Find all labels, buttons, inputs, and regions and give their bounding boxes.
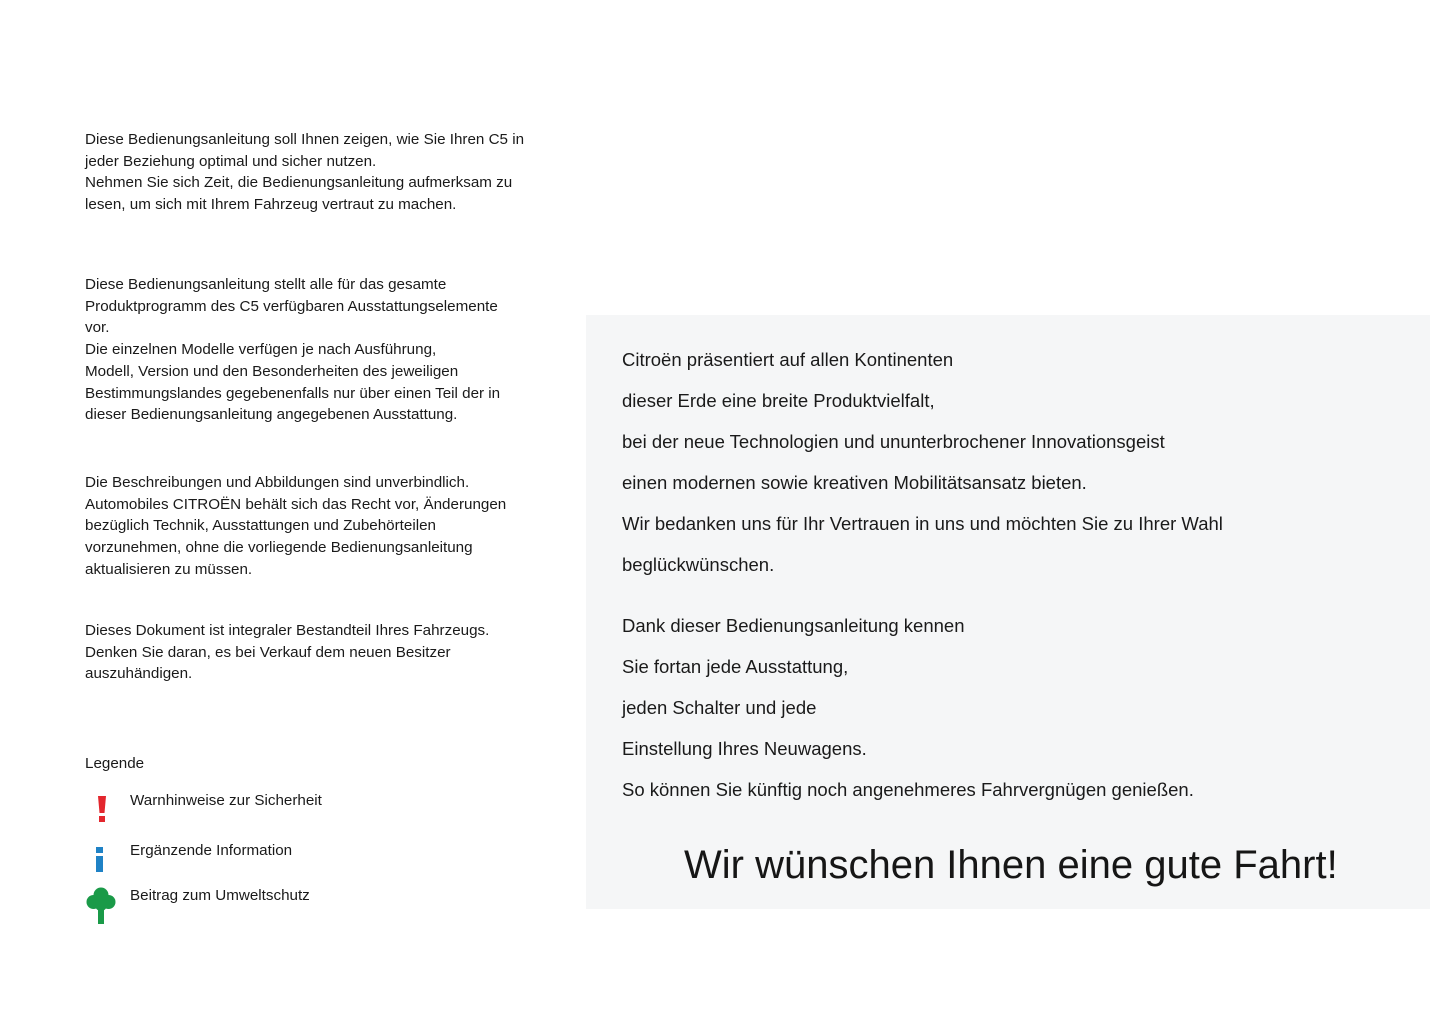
disclaimer-paragraph: Die Beschreibungen und Abbildungen sind unverbindlich. Automobiles CITROËN behält sich das Recht vor, Änderungen bezüglich Technik, Ausstattungen und Zubehörteilen vorzunehmen, ohne die vorliegende Bedienungsanleitung aktualisieren zu müssen. bbox=[85, 474, 507, 578]
welcome-line: bei der neue Technologien und ununterbrochener Innovationsgeist bbox=[622, 431, 1165, 452]
welcome-line: jeden Schalter und jede bbox=[622, 697, 817, 718]
legend-item-info bbox=[85, 840, 485, 880]
welcome-line: So können Sie künftig noch angenehmeres Fahrvergnügen genießen. bbox=[622, 779, 1194, 800]
scope-paragraph: Diese Bedienungsanleitung stellt alle für das gesamte Produktprogramm des C5 verfügbaren Ausstattungselemente vor. Die einzelnen Modelle verfügen je nach Ausführung, Modell, Version und den Besonderheiten des jeweiligen Bestimmungslandes gegebenenfalls nur über einen Teil der in dieser Bedienungsanleitung angegebenen Ausstattung. bbox=[85, 276, 501, 424]
welcome-panel bbox=[586, 315, 1430, 909]
tree-icon bbox=[85, 885, 121, 925]
legend-label-info: Ergänzende Information bbox=[130, 842, 293, 859]
legend-item-environment bbox=[85, 885, 485, 925]
welcome-line: Wir bedanken uns für Ihr Vertrauen in uns und möchten Sie zu Ihrer Wahl bbox=[622, 513, 1223, 534]
welcome-line: Dank dieser Bedienungsanleitung kennen bbox=[622, 615, 965, 636]
welcome-line: einen modernen sowie kreativen Mobilitätsansatz bieten. bbox=[622, 472, 1087, 493]
welcome-line: Citroën präsentiert auf allen Kontinenten bbox=[622, 349, 954, 370]
legend-label-environment: Beitrag zum Umweltschutz bbox=[130, 887, 310, 904]
closing-greeting: Wir wünschen Ihnen eine gute Fahrt! bbox=[684, 843, 1338, 887]
welcome-line: dieser Erde eine breite Produktvielfalt, bbox=[622, 390, 935, 411]
legend-label-warning: Warnhinweise zur Sicherheit bbox=[130, 792, 322, 809]
welcome-line: beglückwünschen. bbox=[622, 554, 775, 575]
info-icon bbox=[85, 840, 121, 880]
welcome-line: Einstellung Ihres Neuwagens. bbox=[622, 738, 867, 759]
welcome-manual-block bbox=[622, 607, 1194, 812]
integral-paragraph: Dieses Dokument ist integraler Bestandteil Ihres Fahrzeugs. Denken Sie daran, es bei Verkauf dem neuen Besitzer auszuhändigen. bbox=[85, 622, 490, 683]
intro-paragraph: Diese Bedienungsanleitung soll Ihnen zeigen, wie Sie Ihren C5 in jeder Beziehung optimal und sicher nutzen. Nehmen Sie sich Zeit, die Bedienungsanleitung aufmerksam zu lesen, um sich mit Ihrem Fahrzeug vertraut zu machen. bbox=[85, 131, 525, 214]
legend-title: Legende bbox=[85, 755, 145, 772]
welcome-intro-block bbox=[622, 341, 1223, 587]
welcome-line: Sie fortan jede Ausstattung, bbox=[622, 656, 849, 677]
exclamation-icon bbox=[85, 790, 121, 830]
legend-item-warning bbox=[85, 790, 485, 830]
